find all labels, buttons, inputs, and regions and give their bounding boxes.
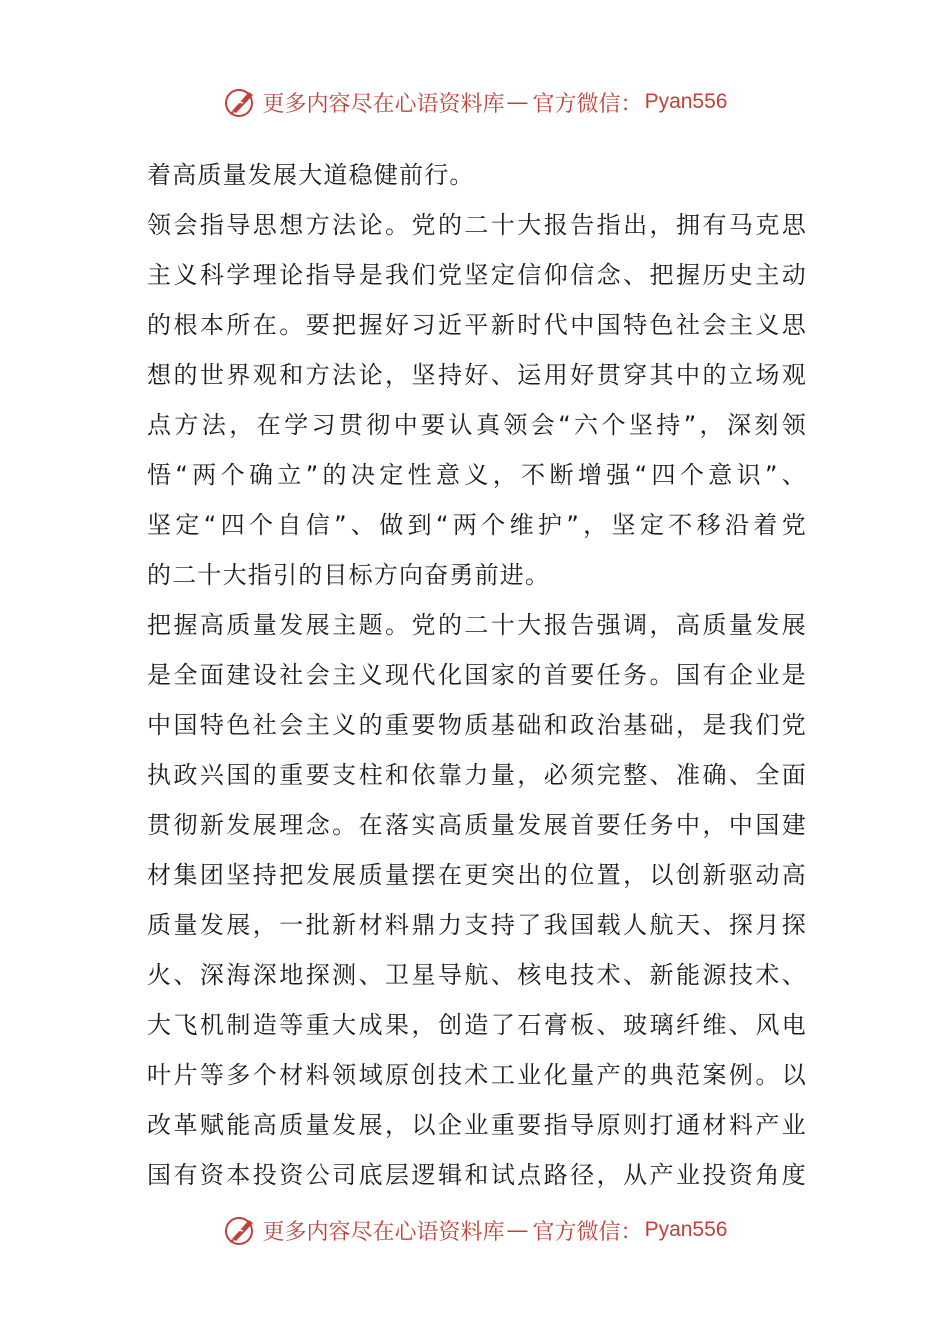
- text-line: 着高质量发展大道稳健前行。: [147, 161, 475, 189]
- text-line: 火、深海深地探测、卫星导航、核电技术、新能源技术、: [147, 961, 807, 989]
- text-line: 国有资本投资公司底层逻辑和试点路径，从产业投资角度: [147, 1161, 807, 1189]
- pen-logo-icon: [223, 84, 259, 120]
- pen-logo-icon: [223, 1212, 259, 1248]
- text-line: 点方法，在学习贯彻中要认真领会“六个坚持”，深刻领: [147, 411, 807, 439]
- text-line: 改革赋能高质量发展，以企业重要指导原则打通材料产业: [147, 1111, 807, 1139]
- footer-watermark: [0, 1208, 950, 1252]
- footer-wechat-id: Pyan556: [644, 1218, 728, 1241]
- text-line: 坚定“四个自信”、做到“两个维护”，坚定不移沿着党: [147, 511, 807, 539]
- text-line: 质量发展，一批新材料鼎力支持了我国载人航天、探月探: [147, 911, 807, 939]
- header-watermark: [0, 80, 950, 124]
- header-wechat-id: Pyan556: [644, 90, 728, 113]
- footer-dash: —: [506, 1217, 529, 1243]
- text-line: 叶片等多个材料领域原创技术工业化量产的典范案例。以: [147, 1061, 807, 1089]
- text-line: 领会指导思想方法论。党的二十大报告指出，拥有马克思: [147, 211, 807, 239]
- text-line: 把握高质量发展主题。党的二十大报告强调，高质量发展: [147, 611, 807, 639]
- footer-wechat-label: 官方微信：: [532, 1219, 643, 1245]
- text-line: 悟“两个确立”的决定性意义，不断增强“四个意识”、: [147, 461, 807, 489]
- header-wechat-label: 官方微信：: [532, 91, 643, 117]
- text-line: 材集团坚持把发展质量摆在更突出的位置，以创新驱动高: [147, 861, 807, 889]
- footer-title: 更多内容尽在心语资料库: [262, 1219, 505, 1245]
- text-line: 主义科学理论指导是我们党坚定信仰信念、把握历史主动: [147, 261, 807, 289]
- text-line: 是全面建设社会主义现代化国家的首要任务。国有企业是: [147, 661, 807, 689]
- text-line: 贯彻新发展理念。在落实高质量发展首要任务中，中国建: [147, 811, 807, 839]
- header-title: 更多内容尽在心语资料库: [262, 91, 505, 117]
- text-line: 中国特色社会主义的重要物质基础和政治基础，是我们党: [147, 711, 807, 739]
- text-line: 执政兴国的重要支柱和依靠力量，必须完整、准确、全面: [147, 761, 807, 789]
- header-dash: —: [506, 89, 529, 115]
- text-line: 的根本所在。要把握好习近平新时代中国特色社会主义思: [147, 311, 807, 339]
- text-line: 大飞机制造等重大成果，创造了石膏板、玻璃纤维、风电: [147, 1011, 807, 1039]
- text-line: 想的世界观和方法论，坚持好、运用好贯穿其中的立场观: [147, 361, 807, 389]
- text-line: 的二十大指引的目标方向奋勇前进。: [147, 561, 551, 589]
- document-body: [147, 150, 807, 1200]
